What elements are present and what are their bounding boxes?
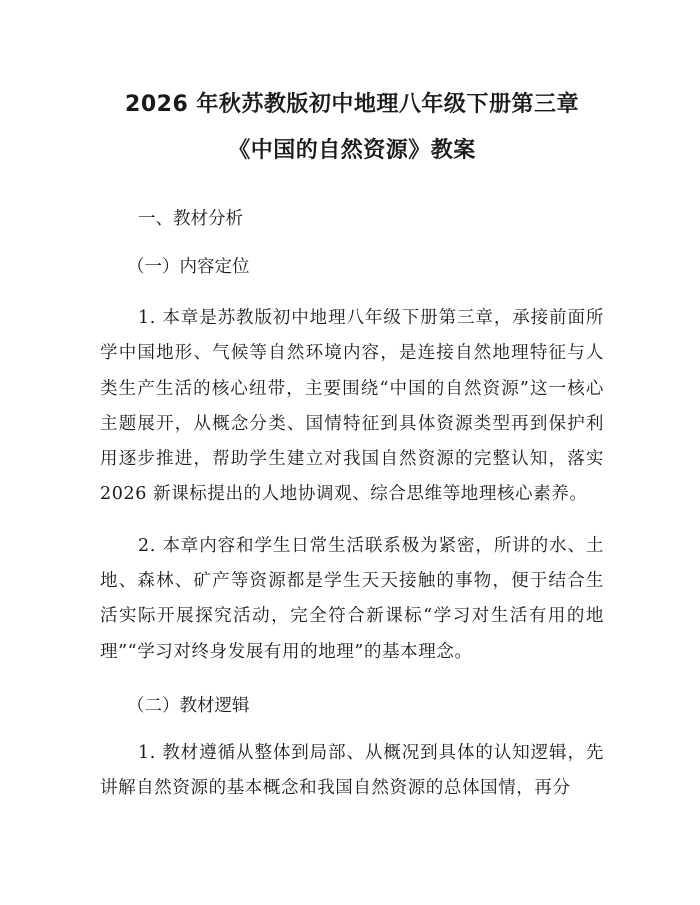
document-title-line-2: 《中国的自然资源》教案 [228,138,476,163]
body-paragraph-2: 2. 本章内容和学生日常生活联系极为紧密，所讲的水、土地、森林、矿产等资源都是学生天天接触的事物，便于结合生活实际开展探究活动，完全符合新课标“学习对生活有用的地理”“学习对终身发展有用的地理”的基本理念。 [100,535,604,662]
section-heading-textbook-analysis: 一、教材分析 [138,209,243,229]
body-paragraph-1: 1. 本章是苏教版初中地理八年级下册第三章，承接前面所学中国地形、气候等自然环境内容，是连接自然地理特征与人类生产生活的核心纽带，主要围绕“中国的自然资源”这一核心主题展开，从概念分类、国情特征到具体资源类型再到保护利用逐步推进，帮助学生建立对我国自然资源的完整认知，落实 2026 新课标提出的人地协调观、综合思维等地理核心素养。 [100,308,604,505]
body-paragraph-3: 1. 教材遵循从整体到局部、从概况到具体的认知逻辑，先讲解自然资源的基本概念和我国自然资源的总体国情，再分 [100,742,604,799]
subsection-heading-content-positioning: （一）内容定位 [127,257,250,277]
document-title-line-1: 2026 年秋苏教版初中地理八年级下册第三章 [125,92,579,117]
subsection-heading-textbook-logic: （二）教材逻辑 [127,695,250,716]
